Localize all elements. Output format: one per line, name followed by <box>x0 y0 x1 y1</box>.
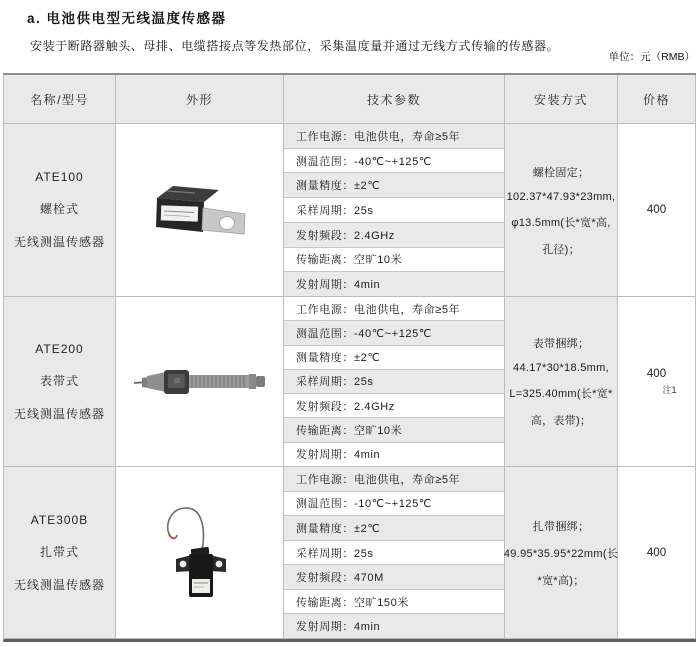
install-line: 44.17*30*18.5mm, <box>513 362 609 374</box>
param-sampling: 采样周期：25s <box>284 370 504 394</box>
params-cell-ate200 <box>284 297 505 467</box>
install-cell-ate300b <box>505 467 618 639</box>
params-cell-ate300b <box>284 467 505 639</box>
param-accuracy: 测量精度：±2℃ <box>284 346 504 370</box>
model-type: 螺栓式 <box>39 202 79 216</box>
model-number: ATE100 <box>35 170 84 184</box>
cable-tie-sensor-image <box>152 499 248 607</box>
model-cell-ate100 <box>4 124 116 297</box>
model-category: 无线测温传感器 <box>13 235 105 249</box>
price-cell-ate300b <box>618 467 696 639</box>
param-power: 工作电源：电池供电，寿命≥5年 <box>284 124 504 149</box>
param-accuracy: 测量精度：±2℃ <box>284 516 504 541</box>
install-line: 49.95*35.95*22mm(长 <box>503 547 619 560</box>
param-distance: 传输距离：空旷10米 <box>284 248 504 273</box>
model-cell-ate200 <box>4 297 116 467</box>
unit-label: 单位：元（RMB） <box>608 51 695 63</box>
install-line: 螺栓固定； <box>532 166 590 179</box>
model-category: 无线测温传感器 <box>13 406 105 421</box>
install-line: 102.37*47.93*23mm, <box>506 190 616 203</box>
install-line: L=325.40mm(长*宽* <box>509 388 613 400</box>
param-tx-period: 发射周期：4min <box>284 443 504 466</box>
model-category: 无线测温传感器 <box>13 577 105 592</box>
install-line: 孔径)； <box>542 243 580 256</box>
param-frequency: 发射频段：2.4GHz <box>284 394 504 418</box>
param-temp-range: 测温范围：-40℃~+125℃ <box>284 321 504 345</box>
shape-cell-ate300b <box>116 467 284 639</box>
model-type: 表带式 <box>39 373 79 388</box>
param-power: 工作电源：电池供电，寿命≥5年 <box>284 297 504 321</box>
param-sampling: 采样周期：25s <box>284 541 504 566</box>
param-frequency: 发射频段：470M <box>284 565 504 590</box>
model-type: 扎带式 <box>39 544 79 559</box>
install-line: 表带捆绑； <box>532 338 590 350</box>
model-cell-ate300b <box>4 467 116 639</box>
param-frequency: 发射频段：2.4GHz <box>284 223 504 248</box>
install-line: 扎带捆绑； <box>532 520 590 533</box>
params-cell-ate100 <box>284 124 505 297</box>
price-value: 400 <box>646 204 667 216</box>
install-line: 高，表带)； <box>530 415 592 427</box>
param-tx-period: 发射周期：4min <box>284 614 504 638</box>
install-line: φ13.5mm(长*宽*高, <box>511 216 611 229</box>
bolt-sensor-image <box>147 181 252 239</box>
price-footnote: 注1 <box>662 384 677 395</box>
shape-cell-ate200 <box>116 297 284 467</box>
model-number: ATE200 <box>35 341 84 356</box>
install-cell-ate100 <box>505 124 618 297</box>
page-subtitle: 安装于断路器触头、母排、电缆搭接点等发热部位，采集温度量并通过无线方式传输的传感器。 <box>30 39 560 53</box>
param-distance: 传输距离：空旷150米 <box>284 590 504 615</box>
param-distance: 传输距离：空旷10米 <box>284 418 504 442</box>
price-cell-ate200 <box>618 297 696 467</box>
model-number: ATE300B <box>30 512 89 527</box>
shape-cell-ate100 <box>116 124 284 297</box>
param-accuracy: 测量精度：±2℃ <box>284 173 504 198</box>
header-cell-tech-params: 技术参数 <box>284 75 505 124</box>
page-title: a. 电池供电型无线温度传感器 <box>27 11 227 26</box>
sensor-spec-table <box>3 73 696 642</box>
strap-sensor-image <box>133 364 267 400</box>
param-temp-range: 测温范围：-40℃~+125℃ <box>284 149 504 174</box>
header-cell-shape: 外形 <box>116 75 284 124</box>
param-sampling: 采样周期：25s <box>284 198 504 223</box>
header-cell-price: 价格 <box>618 75 696 124</box>
header-cell-install-method: 安装方式 <box>505 75 618 124</box>
price-value: 400 <box>646 367 667 380</box>
price-cell-ate100 <box>618 124 696 297</box>
install-cell-ate200 <box>505 297 618 467</box>
param-temp-range: 测温范围：-10℃~+125℃ <box>284 492 504 517</box>
param-power: 工作电源：电池供电，寿命≥5年 <box>284 467 504 492</box>
param-tx-period: 发射周期：4min <box>284 272 504 296</box>
header-cell-name-model: 名称/型号 <box>4 75 116 124</box>
install-line: *宽*高)； <box>537 574 585 587</box>
price-value: 400 <box>646 546 667 559</box>
